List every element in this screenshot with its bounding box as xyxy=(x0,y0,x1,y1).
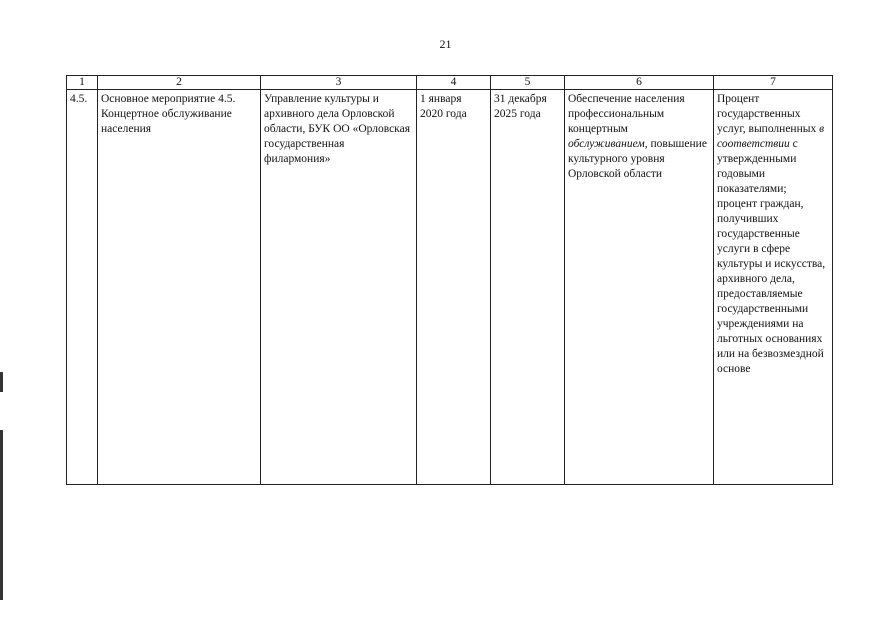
result-text-2: , повышение культурного уровня Орловской области xyxy=(568,138,707,180)
header-col-6: 6 xyxy=(565,76,714,90)
cell-expected-result xyxy=(565,90,714,485)
cell-indicator xyxy=(714,90,833,485)
cell-executor: Управление культуры и архивного дела Орловской области, БУК ОО «Орловская государственная филармония» xyxy=(261,90,417,485)
cell-start-date: 1 января 2020 года xyxy=(417,90,491,485)
indicator-text-italic: в соответствии xyxy=(717,123,825,150)
indicator-text-1: Процент государственных услуг, выполненных xyxy=(717,93,817,135)
header-col-1: 1 xyxy=(67,76,98,90)
cell-end-date: 31 декабря 2025 года xyxy=(491,90,565,485)
page-number: 21 xyxy=(439,37,452,51)
result-text-italic: обслуживанием xyxy=(568,138,645,150)
cell-number: 4.5. xyxy=(67,90,98,485)
scan-edge-mark xyxy=(0,372,3,392)
cell-event: Основное мероприятие 4.5. Концертное обслуживание населения xyxy=(98,90,261,485)
header-col-7: 7 xyxy=(714,76,833,90)
header-col-2: 2 xyxy=(98,76,261,90)
result-text-1: Обеспечение населения профессиональным концертным xyxy=(568,93,685,135)
indicator-text-2: с утвержденными годовыми показателями; процент граждан, получивших государственные услуги в сфере культуры и искусства, архивного дела, предоставляемые государственными учреждениями на льготных основаниях или на безвозмездной основе xyxy=(717,138,826,375)
program-table xyxy=(66,75,833,485)
table-row xyxy=(67,90,833,485)
header-col-3: 3 xyxy=(261,76,417,90)
table-header xyxy=(67,76,833,90)
header-col-4: 4 xyxy=(417,76,491,90)
header-row xyxy=(67,76,833,90)
scan-edge-mark xyxy=(0,430,3,600)
header-col-5: 5 xyxy=(491,76,565,90)
